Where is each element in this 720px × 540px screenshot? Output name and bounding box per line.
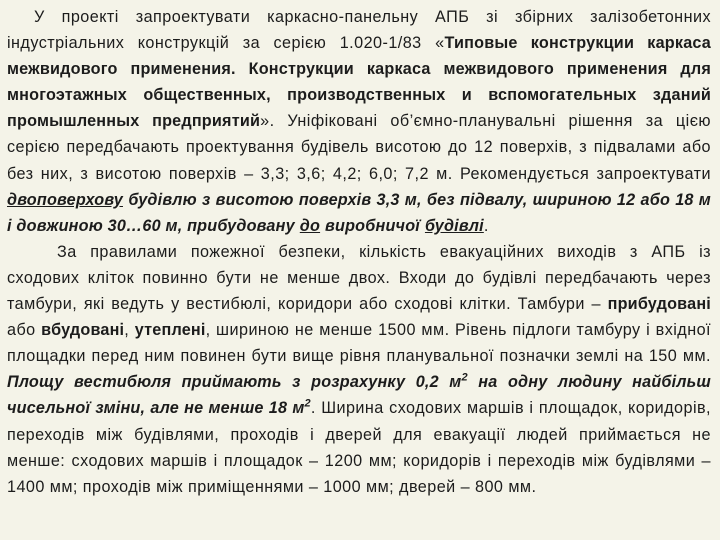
- paragraph-end: .: [483, 216, 489, 235]
- or-word: або: [7, 321, 42, 340]
- series-title: Типовые конструкции каркаса межвидового применения. Конструкции каркаса межвидового применения для многоэтажных общественных, производственных и вспомогательных зданий промышленных предприятий: [7, 34, 711, 131]
- vestibule-dimensions-text: , шириною не менше 1500 мм. Рівень підлоги тамбуру і вхідної площадки перед ним повинен бути вище рівня планувальної позначки землі на 150 мм.: [7, 321, 711, 366]
- fire-safety-text: За правилами пожежної безпеки, кількість евакуаційних виходів з АПБ із сходових кліток повинно бути не менше двох. Входи до будівлі передбачають через тамбури, які ведуть у вестибюлі, коридори або сходові клітки. Тамбури –: [7, 242, 711, 314]
- paragraph-project-description: [7, 4, 711, 239]
- built-in-word: вбудовані: [41, 321, 125, 340]
- recommendation-building: будівлі: [424, 216, 484, 235]
- area-rule-part-2: на одну людину найбільш чисельної зміни, але не менше 18 м: [7, 373, 711, 418]
- intro-text: У проекті запроектувати каркасно-панельну АПБ зі збірних залізобетонних індустріальних конструкцій за серією 1.020-1/83 «: [7, 8, 711, 53]
- paragraph-fire-safety: [7, 239, 711, 500]
- recommendation-details: будівлю з висотою поверхів 3,3 м, без підвалу, шириною 12 або 18 м і довжиною 30…60 м, прибудовану: [7, 190, 711, 235]
- comma-separator: ,: [124, 321, 135, 340]
- square-superscript-2: 2: [304, 398, 311, 411]
- recommendation-production: виробничої: [325, 216, 420, 235]
- recommendation-to: до: [299, 216, 321, 235]
- after-title-text: ». Уніфіковані об’ємно-планувальні рішення за цією серією передбачають проектування будівель висотою до 12 поверхів, з підвалами або без них, з висотою поверхів – 3,3; 3,6; 4,2; 6,0; 7,2 м. Рекомендується запроектувати: [7, 112, 712, 183]
- evacuation-widths-text: . Ширина сходових маршів і площадок, коридорів, переходів між будівлями, проходів і дверей для евакуації людей приймається не менше: сходових маршів і площадок – 1200 мм; коридорів і переходів між будівлями – 1400 мм; проходів між приміщеннями – 1000 мм; дверей – 800 мм.: [7, 399, 711, 496]
- square-superscript-1: 2: [461, 371, 468, 384]
- attached-word: прибудовані: [607, 295, 711, 314]
- area-rule-part-1: Площу вестибюля приймають з розрахунку 0,2 м: [7, 373, 462, 392]
- insulated-word: утеплені: [134, 321, 206, 340]
- recommendation-two-storey: двоповерхову: [7, 190, 123, 209]
